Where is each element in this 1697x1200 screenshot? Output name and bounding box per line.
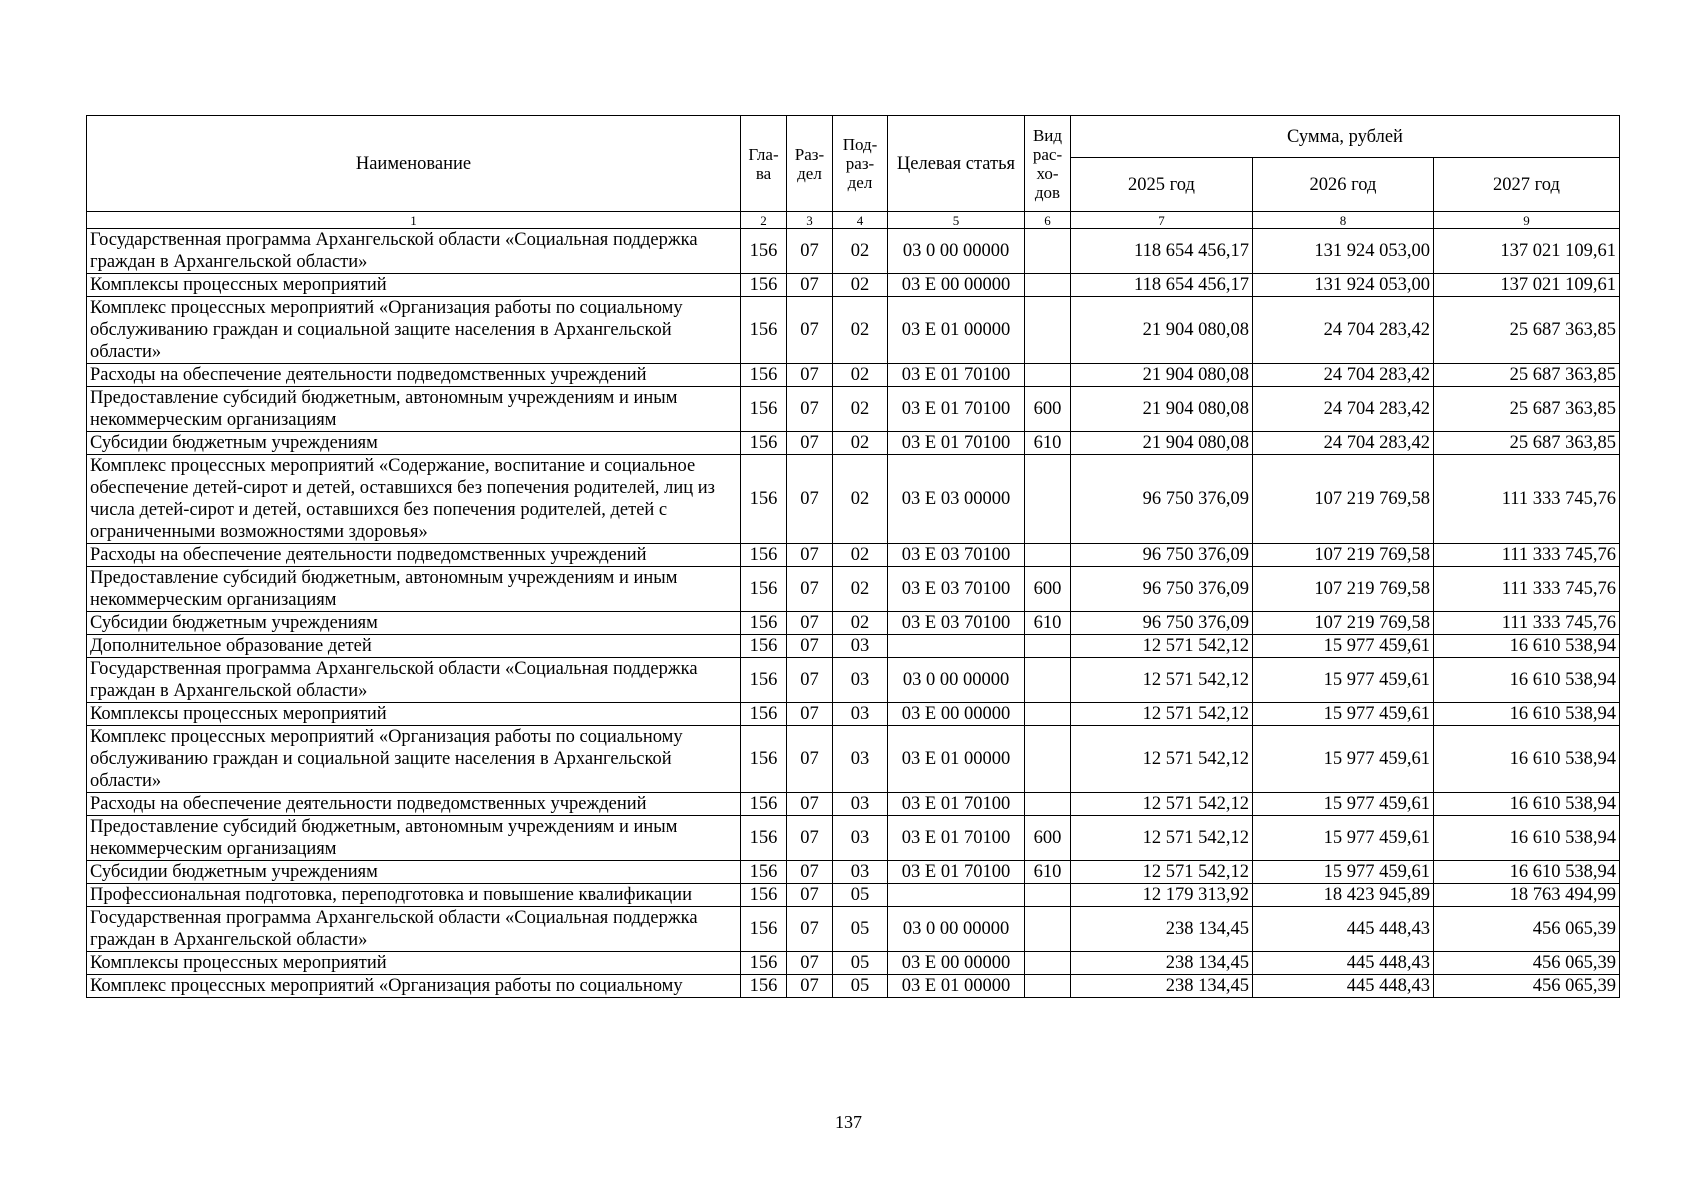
row-glava: 156 bbox=[741, 658, 787, 703]
row-glava: 156 bbox=[741, 952, 787, 975]
row-sum-2026: 445 448,43 bbox=[1253, 907, 1434, 952]
page-number: 137 bbox=[835, 1112, 862, 1132]
row-sum-2025: 12 571 542,12 bbox=[1071, 816, 1253, 861]
table-row bbox=[87, 455, 1620, 544]
row-sum-2026: 24 704 283,42 bbox=[1253, 297, 1434, 364]
table-row bbox=[87, 635, 1620, 658]
row-sum-2025: 12 571 542,12 bbox=[1071, 703, 1253, 726]
row-glava: 156 bbox=[741, 816, 787, 861]
row-podrazdel: 02 bbox=[833, 455, 888, 544]
column-number: 3 bbox=[787, 212, 833, 229]
row-sum-2025: 12 571 542,12 bbox=[1071, 726, 1253, 793]
row-razdel: 07 bbox=[787, 658, 833, 703]
row-podrazdel: 03 bbox=[833, 726, 888, 793]
row-sum-2027: 16 610 538,94 bbox=[1434, 793, 1620, 816]
header-year-2025: 2025 год bbox=[1071, 158, 1253, 212]
column-number: 2 bbox=[741, 212, 787, 229]
row-podrazdel: 02 bbox=[833, 544, 888, 567]
row-celevaya-statya: 03 Е 01 00000 bbox=[888, 975, 1025, 998]
row-sum-2025: 21 904 080,08 bbox=[1071, 364, 1253, 387]
column-number: 9 bbox=[1434, 212, 1620, 229]
row-name: Субсидии бюджетным учреждениям bbox=[87, 861, 741, 884]
table-row bbox=[87, 703, 1620, 726]
row-celevaya-statya: 03 Е 01 00000 bbox=[888, 726, 1025, 793]
row-sum-2027: 137 021 109,61 bbox=[1434, 274, 1620, 297]
row-glava: 156 bbox=[741, 567, 787, 612]
row-sum-2026: 15 977 459,61 bbox=[1253, 816, 1434, 861]
row-name: Государственная программа Архангельской области «Социальная поддержка граждан в Архангельской области» bbox=[87, 658, 741, 703]
budget-table bbox=[86, 115, 1620, 998]
row-vid-rashodov bbox=[1025, 907, 1071, 952]
row-vid-rashodov: 610 bbox=[1025, 612, 1071, 635]
row-vid-rashodov bbox=[1025, 975, 1071, 998]
row-glava: 156 bbox=[741, 297, 787, 364]
row-sum-2025: 12 571 542,12 bbox=[1071, 861, 1253, 884]
row-sum-2026: 15 977 459,61 bbox=[1253, 861, 1434, 884]
row-name: Профессиональная подготовка, переподготовка и повышение квалификации bbox=[87, 884, 741, 907]
row-celevaya-statya: 03 0 00 00000 bbox=[888, 658, 1025, 703]
header-vid-rashodov: Вид рас-хо-дов bbox=[1025, 116, 1071, 212]
row-podrazdel: 03 bbox=[833, 793, 888, 816]
column-number: 8 bbox=[1253, 212, 1434, 229]
column-number-row bbox=[87, 212, 1620, 229]
row-vid-rashodov bbox=[1025, 544, 1071, 567]
row-podrazdel: 02 bbox=[833, 387, 888, 432]
table-row bbox=[87, 297, 1620, 364]
row-vid-rashodov: 600 bbox=[1025, 387, 1071, 432]
table-row bbox=[87, 816, 1620, 861]
row-razdel: 07 bbox=[787, 387, 833, 432]
row-podrazdel: 03 bbox=[833, 658, 888, 703]
row-sum-2026: 445 448,43 bbox=[1253, 975, 1434, 998]
row-name: Расходы на обеспечение деятельности подведомственных учреждений bbox=[87, 793, 741, 816]
row-vid-rashodov bbox=[1025, 726, 1071, 793]
row-podrazdel: 02 bbox=[833, 274, 888, 297]
row-sum-2025: 12 571 542,12 bbox=[1071, 658, 1253, 703]
column-number: 1 bbox=[87, 212, 741, 229]
row-sum-2027: 16 610 538,94 bbox=[1434, 726, 1620, 793]
row-sum-2027: 16 610 538,94 bbox=[1434, 703, 1620, 726]
row-podrazdel: 05 bbox=[833, 907, 888, 952]
row-vid-rashodov bbox=[1025, 703, 1071, 726]
row-razdel: 07 bbox=[787, 635, 833, 658]
row-podrazdel: 02 bbox=[833, 229, 888, 274]
table-row bbox=[87, 861, 1620, 884]
header-year-2027: 2027 год bbox=[1434, 158, 1620, 212]
row-sum-2025: 96 750 376,09 bbox=[1071, 544, 1253, 567]
row-glava: 156 bbox=[741, 544, 787, 567]
row-vid-rashodov: 610 bbox=[1025, 861, 1071, 884]
row-vid-rashodov bbox=[1025, 297, 1071, 364]
row-name: Комплексы процессных мероприятий bbox=[87, 274, 741, 297]
row-sum-2027: 25 687 363,85 bbox=[1434, 432, 1620, 455]
table-row bbox=[87, 544, 1620, 567]
row-razdel: 07 bbox=[787, 884, 833, 907]
row-sum-2027: 25 687 363,85 bbox=[1434, 297, 1620, 364]
row-glava: 156 bbox=[741, 432, 787, 455]
row-celevaya-statya: 03 Е 03 70100 bbox=[888, 567, 1025, 612]
row-sum-2025: 21 904 080,08 bbox=[1071, 432, 1253, 455]
row-celevaya-statya: 03 Е 03 70100 bbox=[888, 544, 1025, 567]
row-sum-2027: 18 763 494,99 bbox=[1434, 884, 1620, 907]
row-glava: 156 bbox=[741, 612, 787, 635]
row-name: Комплексы процессных мероприятий bbox=[87, 952, 741, 975]
row-glava: 156 bbox=[741, 703, 787, 726]
row-sum-2026: 15 977 459,61 bbox=[1253, 703, 1434, 726]
row-podrazdel: 05 bbox=[833, 884, 888, 907]
row-vid-rashodov: 600 bbox=[1025, 567, 1071, 612]
header-name: Наименование bbox=[87, 116, 741, 212]
row-name: Предоставление субсидий бюджетным, автономным учреждениям и иным некоммерческим организациям bbox=[87, 387, 741, 432]
row-sum-2026: 15 977 459,61 bbox=[1253, 726, 1434, 793]
row-glava: 156 bbox=[741, 861, 787, 884]
row-podrazdel: 02 bbox=[833, 612, 888, 635]
row-sum-2027: 111 333 745,76 bbox=[1434, 612, 1620, 635]
row-name: Субсидии бюджетным учреждениям bbox=[87, 432, 741, 455]
row-sum-2026: 107 219 769,58 bbox=[1253, 455, 1434, 544]
row-glava: 156 bbox=[741, 229, 787, 274]
table-row bbox=[87, 907, 1620, 952]
header-celevaya-statya: Целевая статья bbox=[888, 116, 1025, 212]
row-sum-2025: 21 904 080,08 bbox=[1071, 297, 1253, 364]
row-razdel: 07 bbox=[787, 703, 833, 726]
row-name: Комплекс процессных мероприятий «Содержание, воспитание и социальное обеспечение детей-сирот и детей, оставшихся без попечения родителей, лиц из числа детей-сирот и детей, оставшихся без попечения родителей, детей с ограниченными возможностями здоровья» bbox=[87, 455, 741, 544]
row-celevaya-statya: 03 Е 01 70100 bbox=[888, 432, 1025, 455]
row-sum-2026: 131 924 053,00 bbox=[1253, 229, 1434, 274]
row-vid-rashodov bbox=[1025, 884, 1071, 907]
row-name: Расходы на обеспечение деятельности подведомственных учреждений bbox=[87, 544, 741, 567]
row-sum-2025: 238 134,45 bbox=[1071, 907, 1253, 952]
row-name: Дополнительное образование детей bbox=[87, 635, 741, 658]
row-glava: 156 bbox=[741, 387, 787, 432]
row-sum-2026: 131 924 053,00 bbox=[1253, 274, 1434, 297]
row-razdel: 07 bbox=[787, 229, 833, 274]
row-razdel: 07 bbox=[787, 861, 833, 884]
row-sum-2027: 16 610 538,94 bbox=[1434, 635, 1620, 658]
row-vid-rashodov: 610 bbox=[1025, 432, 1071, 455]
row-sum-2027: 25 687 363,85 bbox=[1434, 387, 1620, 432]
row-sum-2025: 12 571 542,12 bbox=[1071, 793, 1253, 816]
row-sum-2027: 16 610 538,94 bbox=[1434, 658, 1620, 703]
row-sum-2026: 24 704 283,42 bbox=[1253, 387, 1434, 432]
row-vid-rashodov bbox=[1025, 364, 1071, 387]
row-name: Предоставление субсидий бюджетным, автономным учреждениям и иным некоммерческим организациям bbox=[87, 567, 741, 612]
row-glava: 156 bbox=[741, 907, 787, 952]
table-row bbox=[87, 793, 1620, 816]
row-sum-2027: 16 610 538,94 bbox=[1434, 861, 1620, 884]
row-celevaya-statya: 03 0 00 00000 bbox=[888, 907, 1025, 952]
row-razdel: 07 bbox=[787, 975, 833, 998]
header-glava: Гла-ва bbox=[741, 116, 787, 212]
row-vid-rashodov bbox=[1025, 793, 1071, 816]
row-celevaya-statya bbox=[888, 635, 1025, 658]
row-sum-2027: 111 333 745,76 bbox=[1434, 544, 1620, 567]
row-celevaya-statya: 03 Е 01 70100 bbox=[888, 793, 1025, 816]
table-row bbox=[87, 387, 1620, 432]
header-year-2026: 2026 год bbox=[1253, 158, 1434, 212]
row-sum-2027: 456 065,39 bbox=[1434, 975, 1620, 998]
row-razdel: 07 bbox=[787, 544, 833, 567]
row-celevaya-statya bbox=[888, 884, 1025, 907]
row-vid-rashodov bbox=[1025, 455, 1071, 544]
row-celevaya-statya: 03 Е 01 70100 bbox=[888, 387, 1025, 432]
table-row bbox=[87, 274, 1620, 297]
row-razdel: 07 bbox=[787, 274, 833, 297]
row-sum-2026: 24 704 283,42 bbox=[1253, 364, 1434, 387]
column-number: 7 bbox=[1071, 212, 1253, 229]
header-razdel: Раз-дел bbox=[787, 116, 833, 212]
row-sum-2026: 107 219 769,58 bbox=[1253, 567, 1434, 612]
row-glava: 156 bbox=[741, 635, 787, 658]
table-body bbox=[87, 229, 1620, 998]
row-glava: 156 bbox=[741, 884, 787, 907]
row-sum-2027: 456 065,39 bbox=[1434, 952, 1620, 975]
row-vid-rashodov bbox=[1025, 229, 1071, 274]
table-row bbox=[87, 229, 1620, 274]
row-sum-2026: 24 704 283,42 bbox=[1253, 432, 1434, 455]
row-name: Расходы на обеспечение деятельности подведомственных учреждений bbox=[87, 364, 741, 387]
table-row bbox=[87, 658, 1620, 703]
row-vid-rashodov bbox=[1025, 658, 1071, 703]
row-sum-2027: 111 333 745,76 bbox=[1434, 567, 1620, 612]
row-celevaya-statya: 03 Е 03 00000 bbox=[888, 455, 1025, 544]
row-sum-2026: 445 448,43 bbox=[1253, 952, 1434, 975]
column-number: 6 bbox=[1025, 212, 1071, 229]
row-sum-2026: 15 977 459,61 bbox=[1253, 793, 1434, 816]
row-celevaya-statya: 03 Е 00 00000 bbox=[888, 952, 1025, 975]
table-row bbox=[87, 975, 1620, 998]
row-podrazdel: 03 bbox=[833, 703, 888, 726]
row-sum-2025: 96 750 376,09 bbox=[1071, 567, 1253, 612]
row-name: Комплекс процессных мероприятий «Организация работы по социальному обслуживанию граждан и социальной защите населения в Архангельской области» bbox=[87, 297, 741, 364]
row-sum-2025: 12 179 313,92 bbox=[1071, 884, 1253, 907]
row-razdel: 07 bbox=[787, 364, 833, 387]
row-razdel: 07 bbox=[787, 793, 833, 816]
row-podrazdel: 03 bbox=[833, 861, 888, 884]
row-celevaya-statya: 03 Е 01 00000 bbox=[888, 297, 1025, 364]
row-sum-2026: 107 219 769,58 bbox=[1253, 544, 1434, 567]
table-row bbox=[87, 952, 1620, 975]
row-name: Государственная программа Архангельской области «Социальная поддержка граждан в Архангельской области» bbox=[87, 907, 741, 952]
header-podrazdel: Под-раз-дел bbox=[833, 116, 888, 212]
row-sum-2025: 238 134,45 bbox=[1071, 952, 1253, 975]
row-razdel: 07 bbox=[787, 297, 833, 364]
row-sum-2025: 21 904 080,08 bbox=[1071, 387, 1253, 432]
row-razdel: 07 bbox=[787, 432, 833, 455]
row-sum-2025: 96 750 376,09 bbox=[1071, 612, 1253, 635]
table-row bbox=[87, 432, 1620, 455]
row-celevaya-statya: 03 Е 03 70100 bbox=[888, 612, 1025, 635]
row-sum-2025: 12 571 542,12 bbox=[1071, 635, 1253, 658]
row-podrazdel: 03 bbox=[833, 635, 888, 658]
row-glava: 156 bbox=[741, 975, 787, 998]
row-glava: 156 bbox=[741, 455, 787, 544]
row-celevaya-statya: 03 Е 01 70100 bbox=[888, 816, 1025, 861]
table-row bbox=[87, 726, 1620, 793]
row-glava: 156 bbox=[741, 726, 787, 793]
row-celevaya-statya: 03 0 00 00000 bbox=[888, 229, 1025, 274]
column-number: 4 bbox=[833, 212, 888, 229]
row-celevaya-statya: 03 Е 00 00000 bbox=[888, 703, 1025, 726]
row-vid-rashodov bbox=[1025, 635, 1071, 658]
row-vid-rashodov: 600 bbox=[1025, 816, 1071, 861]
row-name: Государственная программа Архангельской области «Социальная поддержка граждан в Архангельской области» bbox=[87, 229, 741, 274]
table-row bbox=[87, 567, 1620, 612]
row-celevaya-statya: 03 Е 00 00000 bbox=[888, 274, 1025, 297]
row-sum-2027: 25 687 363,85 bbox=[1434, 364, 1620, 387]
row-name: Субсидии бюджетным учреждениям bbox=[87, 612, 741, 635]
row-podrazdel: 02 bbox=[833, 297, 888, 364]
row-sum-2026: 15 977 459,61 bbox=[1253, 635, 1434, 658]
row-razdel: 07 bbox=[787, 567, 833, 612]
row-sum-2025: 118 654 456,17 bbox=[1071, 274, 1253, 297]
row-podrazdel: 03 bbox=[833, 816, 888, 861]
row-sum-2026: 15 977 459,61 bbox=[1253, 658, 1434, 703]
row-sum-2027: 111 333 745,76 bbox=[1434, 455, 1620, 544]
table-row bbox=[87, 364, 1620, 387]
row-sum-2025: 238 134,45 bbox=[1071, 975, 1253, 998]
row-razdel: 07 bbox=[787, 455, 833, 544]
row-razdel: 07 bbox=[787, 907, 833, 952]
row-razdel: 07 bbox=[787, 726, 833, 793]
row-sum-2027: 16 610 538,94 bbox=[1434, 816, 1620, 861]
row-glava: 156 bbox=[741, 364, 787, 387]
row-vid-rashodov bbox=[1025, 952, 1071, 975]
row-sum-2025: 96 750 376,09 bbox=[1071, 455, 1253, 544]
table-row bbox=[87, 884, 1620, 907]
row-razdel: 07 bbox=[787, 816, 833, 861]
row-glava: 156 bbox=[741, 793, 787, 816]
row-podrazdel: 02 bbox=[833, 432, 888, 455]
row-vid-rashodov bbox=[1025, 274, 1071, 297]
row-sum-2025: 118 654 456,17 bbox=[1071, 229, 1253, 274]
row-glava: 156 bbox=[741, 274, 787, 297]
row-name: Комплекс процессных мероприятий «Организация работы по социальному обслуживанию граждан и социальной защите населения в Архангельской области» bbox=[87, 726, 741, 793]
row-sum-2027: 137 021 109,61 bbox=[1434, 229, 1620, 274]
row-celevaya-statya: 03 Е 01 70100 bbox=[888, 861, 1025, 884]
row-podrazdel: 05 bbox=[833, 952, 888, 975]
row-name: Комплексы процессных мероприятий bbox=[87, 703, 741, 726]
row-sum-2026: 107 219 769,58 bbox=[1253, 612, 1434, 635]
table-row bbox=[87, 612, 1620, 635]
header-summa: Сумма, рублей bbox=[1071, 116, 1620, 158]
row-podrazdel: 02 bbox=[833, 567, 888, 612]
row-podrazdel: 05 bbox=[833, 975, 888, 998]
column-number: 5 bbox=[888, 212, 1025, 229]
row-sum-2027: 456 065,39 bbox=[1434, 907, 1620, 952]
row-celevaya-statya: 03 Е 01 70100 bbox=[888, 364, 1025, 387]
row-razdel: 07 bbox=[787, 952, 833, 975]
row-name: Комплекс процессных мероприятий «Организация работы по социальному bbox=[87, 975, 741, 998]
row-razdel: 07 bbox=[787, 612, 833, 635]
row-name: Предоставление субсидий бюджетным, автономным учреждениям и иным некоммерческим организациям bbox=[87, 816, 741, 861]
row-sum-2026: 18 423 945,89 bbox=[1253, 884, 1434, 907]
row-podrazdel: 02 bbox=[833, 364, 888, 387]
table-header bbox=[87, 116, 1620, 229]
